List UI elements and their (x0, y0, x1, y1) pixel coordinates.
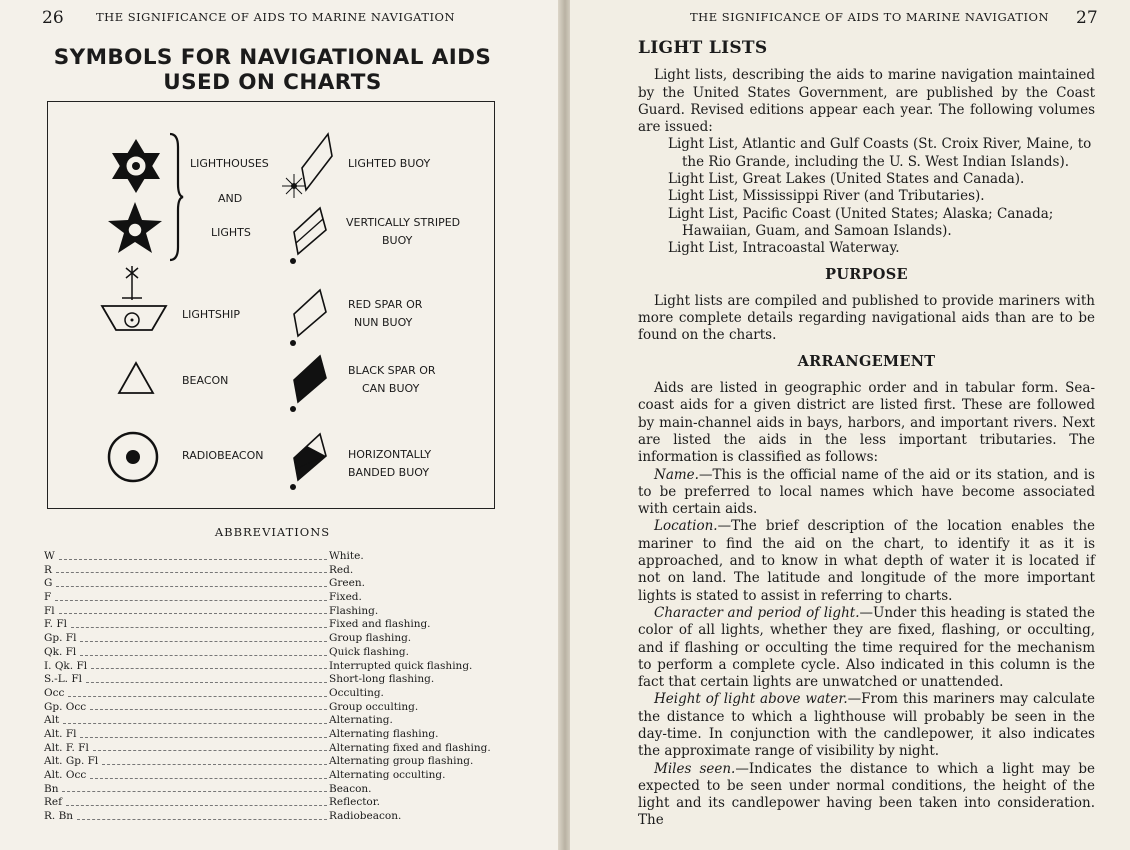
label-radiobeacon: RADIOBEACON (182, 449, 264, 462)
abbreviation-code: Fl (44, 604, 55, 617)
abbreviation-row (44, 660, 514, 674)
abbreviation-meaning: Quick flashing. (329, 645, 409, 658)
abbreviation-row (44, 728, 514, 742)
leader-dots (80, 632, 327, 642)
leader-dots (59, 550, 327, 560)
horizontally-banded-buoy-icon (286, 432, 336, 494)
page-number: 26 (42, 8, 64, 28)
abbreviation-row (44, 810, 514, 824)
abbreviation-code: Gp. Occ (44, 700, 87, 713)
abbreviation-row (44, 618, 514, 632)
abbreviation-row (44, 755, 514, 769)
label-red-spar-2: NUN BUOY (354, 316, 413, 329)
leader-dots (86, 673, 327, 683)
label-beacon: BEACON (182, 374, 229, 387)
volume-item: Light List, Mississippi River (and Tributaries). (668, 188, 985, 205)
abbreviation-code: G (44, 577, 53, 590)
running-head: THE SIGNIFICANCE OF AIDS TO MARINE NAVIGATION (96, 10, 456, 24)
abbreviation-code: Alt. Gp. Fl (44, 755, 99, 768)
abbreviation-row (44, 769, 514, 783)
item-term: Height of light above water. (654, 691, 848, 708)
abbreviation-code: Occ (44, 686, 65, 699)
abbreviation-meaning: Alternating. (329, 714, 393, 727)
vertically-striped-buoy-icon (286, 206, 336, 268)
abbreviations-title: ABBREVIATIONS (214, 525, 331, 539)
abbreviation-code: Alt (44, 714, 60, 727)
leader-dots (55, 591, 327, 601)
left-page (0, 0, 560, 850)
abbreviation-row (44, 646, 514, 660)
leader-dots (90, 701, 327, 711)
item-term: Miles seen. (654, 760, 736, 777)
item-text: —Indicates the distance to which a light may be expected to be seen under normal conditions, the height of the light and its candlepower having been taken into consideration. The (638, 760, 1095, 829)
abbreviation-code: Alt. F. Fl (44, 741, 89, 754)
label-lights: LIGHTS (211, 226, 251, 239)
black-spar-buoy-icon (286, 354, 336, 416)
label-black-spar-2: CAN BUOY (362, 382, 420, 395)
arrangement-heading: ARRANGEMENT (797, 352, 936, 370)
running-head: THE SIGNIFICANCE OF AIDS TO MARINE NAVIGATION (690, 10, 1050, 24)
leader-dots (93, 742, 327, 752)
classification-item (638, 761, 1095, 830)
abbreviation-row (44, 550, 514, 564)
abbreviation-meaning: Radiobeacon. (329, 810, 402, 823)
item-term: Location. (654, 518, 718, 535)
leader-dots (80, 646, 327, 656)
item-text: —This is the official name of the aid or its station, and is to be preferred to local names which have become associated with certain aids. (638, 466, 1095, 518)
volume-item: Light List, Pacific Coast (United States; Alaska; Canada; Hawaiian, Guam, and Samoan Islands). (668, 205, 1054, 239)
page-title-line1: SYMBOLS FOR NAVIGATIONAL AIDS (53, 45, 492, 70)
leader-dots (77, 810, 327, 820)
abbreviation-row (44, 796, 514, 810)
label-lighted-buoy: LIGHTED BUOY (348, 157, 431, 170)
label-vertically-striped-2: BUOY (382, 234, 413, 247)
leader-dots (80, 728, 327, 738)
leader-dots (62, 783, 327, 793)
volume-item: Light List, Great Lakes (United States and Canada). (668, 171, 1025, 188)
abbreviation-meaning: Red. (329, 563, 354, 576)
purpose-paragraph: Light lists are compiled and published to provide mariners with more complete details regarding navigational aids than are to be found on the charts. (638, 292, 1095, 344)
abbreviation-code: Alt. Fl (44, 727, 77, 740)
item-text: —Under this heading is stated the color of all lights, whether they are fixed, flashing, or occulting, and if flashing or occulting the time required for the mechanism to perform a complete cycle. Also indicated in this column is the fact that certain lights are unwatched or unattended. (638, 604, 1095, 691)
abbreviation-code: W (44, 550, 55, 562)
radiobeacon-symbol-icon (106, 430, 160, 484)
page-title-line2: USED ON CHARTS (163, 70, 382, 95)
abbreviation-meaning: Occulting. (329, 686, 384, 699)
abbreviation-meaning: White. (329, 550, 364, 562)
abbreviation-row (44, 591, 514, 605)
abbreviation-code: I. Qk. Fl (44, 659, 88, 672)
abbreviation-code: F (44, 591, 52, 604)
abbreviation-code: Ref (44, 796, 63, 809)
light-star-symbol-icon (106, 200, 164, 256)
item-text: —The brief description of the location enables the mariner to find the aid on the chart, to identify it as it is approached, and to know in what depth of water it is located if not on land. The latitude and longitude of the more important lights is stated to assist in referring to charts. (638, 518, 1095, 604)
item-term: Name. (654, 466, 699, 483)
abbreviation-meaning: Beacon. (329, 782, 372, 795)
volume-item: Light List, Atlantic and Gulf Coasts (St. Croix River, Maine, to the Rio Grande, including the U. S. West Indian Islands). (668, 136, 1092, 170)
abbreviation-code: S.-L. Fl (44, 673, 82, 686)
beacon-symbol-icon (116, 360, 156, 396)
lighted-buoy-symbol-icon (276, 130, 336, 210)
abbreviation-meaning: Group flashing. (329, 632, 412, 645)
abbreviation-meaning: Fixed. (329, 591, 362, 604)
leader-dots (91, 660, 327, 670)
item-text: —From this mariners may calculate the distance to which a lighthouse will probably be seen in the day-time. In conjunction with the candlepower, it also indicates the approximate range of visibility by night. (638, 691, 1095, 760)
red-spar-buoy-icon (286, 288, 336, 350)
abbreviation-meaning: Alternating group flashing. (329, 755, 474, 768)
abbreviation-meaning: Alternating fixed and flashing. (329, 741, 491, 754)
label-vertically-striped-1: VERTICALLY STRIPED (346, 216, 461, 229)
leader-dots (66, 796, 327, 806)
leader-dots (56, 577, 327, 587)
abbreviation-code: R (44, 563, 52, 576)
abbreviation-row (44, 687, 514, 701)
item-term: Character and period of light. (654, 604, 860, 621)
abbreviation-meaning: Short-long flashing. (329, 673, 435, 686)
classification-items (638, 467, 1095, 830)
abbreviation-row (44, 577, 514, 591)
abbreviation-row (44, 632, 514, 646)
volumes-list (638, 136, 1095, 257)
label-red-spar-1: RED SPAR OR (348, 298, 423, 311)
abbreviation-row (44, 783, 514, 797)
abbreviation-code: Alt. Occ (44, 769, 87, 781)
lighthouse-symbol-icon (108, 137, 164, 195)
abbreviations-list (44, 550, 514, 824)
abbreviation-row (44, 742, 514, 756)
label-horiz-banded-1: HORIZONTALLY (348, 448, 432, 461)
leader-dots (102, 755, 327, 765)
leader-dots (59, 605, 327, 615)
right-page (570, 0, 1130, 850)
label-horiz-banded-2: BANDED BUOY (348, 466, 430, 479)
abbreviation-row (44, 564, 514, 578)
abbreviation-code: Bn (44, 782, 59, 795)
abbreviation-code: R. Bn (44, 810, 74, 823)
symbols-box (47, 101, 495, 509)
purpose-heading: PURPOSE (825, 265, 908, 283)
label-lightship: LIGHTSHIP (182, 308, 241, 321)
classification-item (638, 691, 1095, 760)
abbreviation-code: F. Fl (44, 618, 67, 631)
abbreviation-meaning: Alternating occulting. (329, 769, 446, 781)
leader-dots (90, 769, 327, 779)
abbreviation-row (44, 673, 514, 687)
abbreviation-meaning: Interrupted quick flashing. (329, 659, 473, 672)
abbreviation-row (44, 605, 514, 619)
abbreviation-code: Qk. Fl (44, 645, 77, 658)
leader-dots (68, 687, 327, 697)
intro-paragraph: Light lists, describing the aids to marine navigation maintained by the United States Government, are published by the Coast Guard. Revised editions appear each year. The following volumes are issued: (638, 67, 1095, 136)
abbreviation-meaning: Group occulting. (329, 700, 419, 713)
classification-item (638, 518, 1095, 604)
right-page-content (638, 40, 1095, 830)
classification-item (638, 467, 1095, 519)
abbreviation-code: Gp. Fl (44, 632, 77, 645)
section-title: LIGHT LISTS (638, 38, 768, 58)
brace-icon (166, 132, 184, 262)
arrangement-paragraph: Aids are listed in geographic order and in tabular form. Sea-coast aids for a given district are listed first. These are followed by main-channel aids in bays, harbors, and important rivers. Next are listed the aids in the less important tributaries. The information is classified as follows: (638, 380, 1095, 466)
leader-dots (71, 618, 327, 628)
abbreviation-row (44, 701, 514, 715)
label-lighthouses: LIGHTHOUSES (190, 157, 269, 170)
volume-item: Light List, Intracoastal Waterway. (668, 240, 900, 257)
abbreviation-meaning: Alternating flashing. (329, 727, 439, 740)
label-black-spar-1: BLACK SPAR OR (348, 364, 436, 377)
leader-dots (56, 564, 327, 574)
abbreviation-meaning: Flashing. (329, 604, 379, 617)
leader-dots (63, 714, 327, 724)
abbreviation-meaning: Green. (329, 577, 365, 590)
abbreviation-meaning: Reflector. (329, 796, 380, 809)
abbreviation-meaning: Fixed and flashing. (329, 618, 431, 631)
label-and: AND (218, 192, 243, 205)
classification-item (638, 605, 1095, 691)
abbreviation-row (44, 714, 514, 728)
page-number: 27 (1076, 8, 1098, 28)
lightship-symbol-icon (98, 262, 174, 336)
